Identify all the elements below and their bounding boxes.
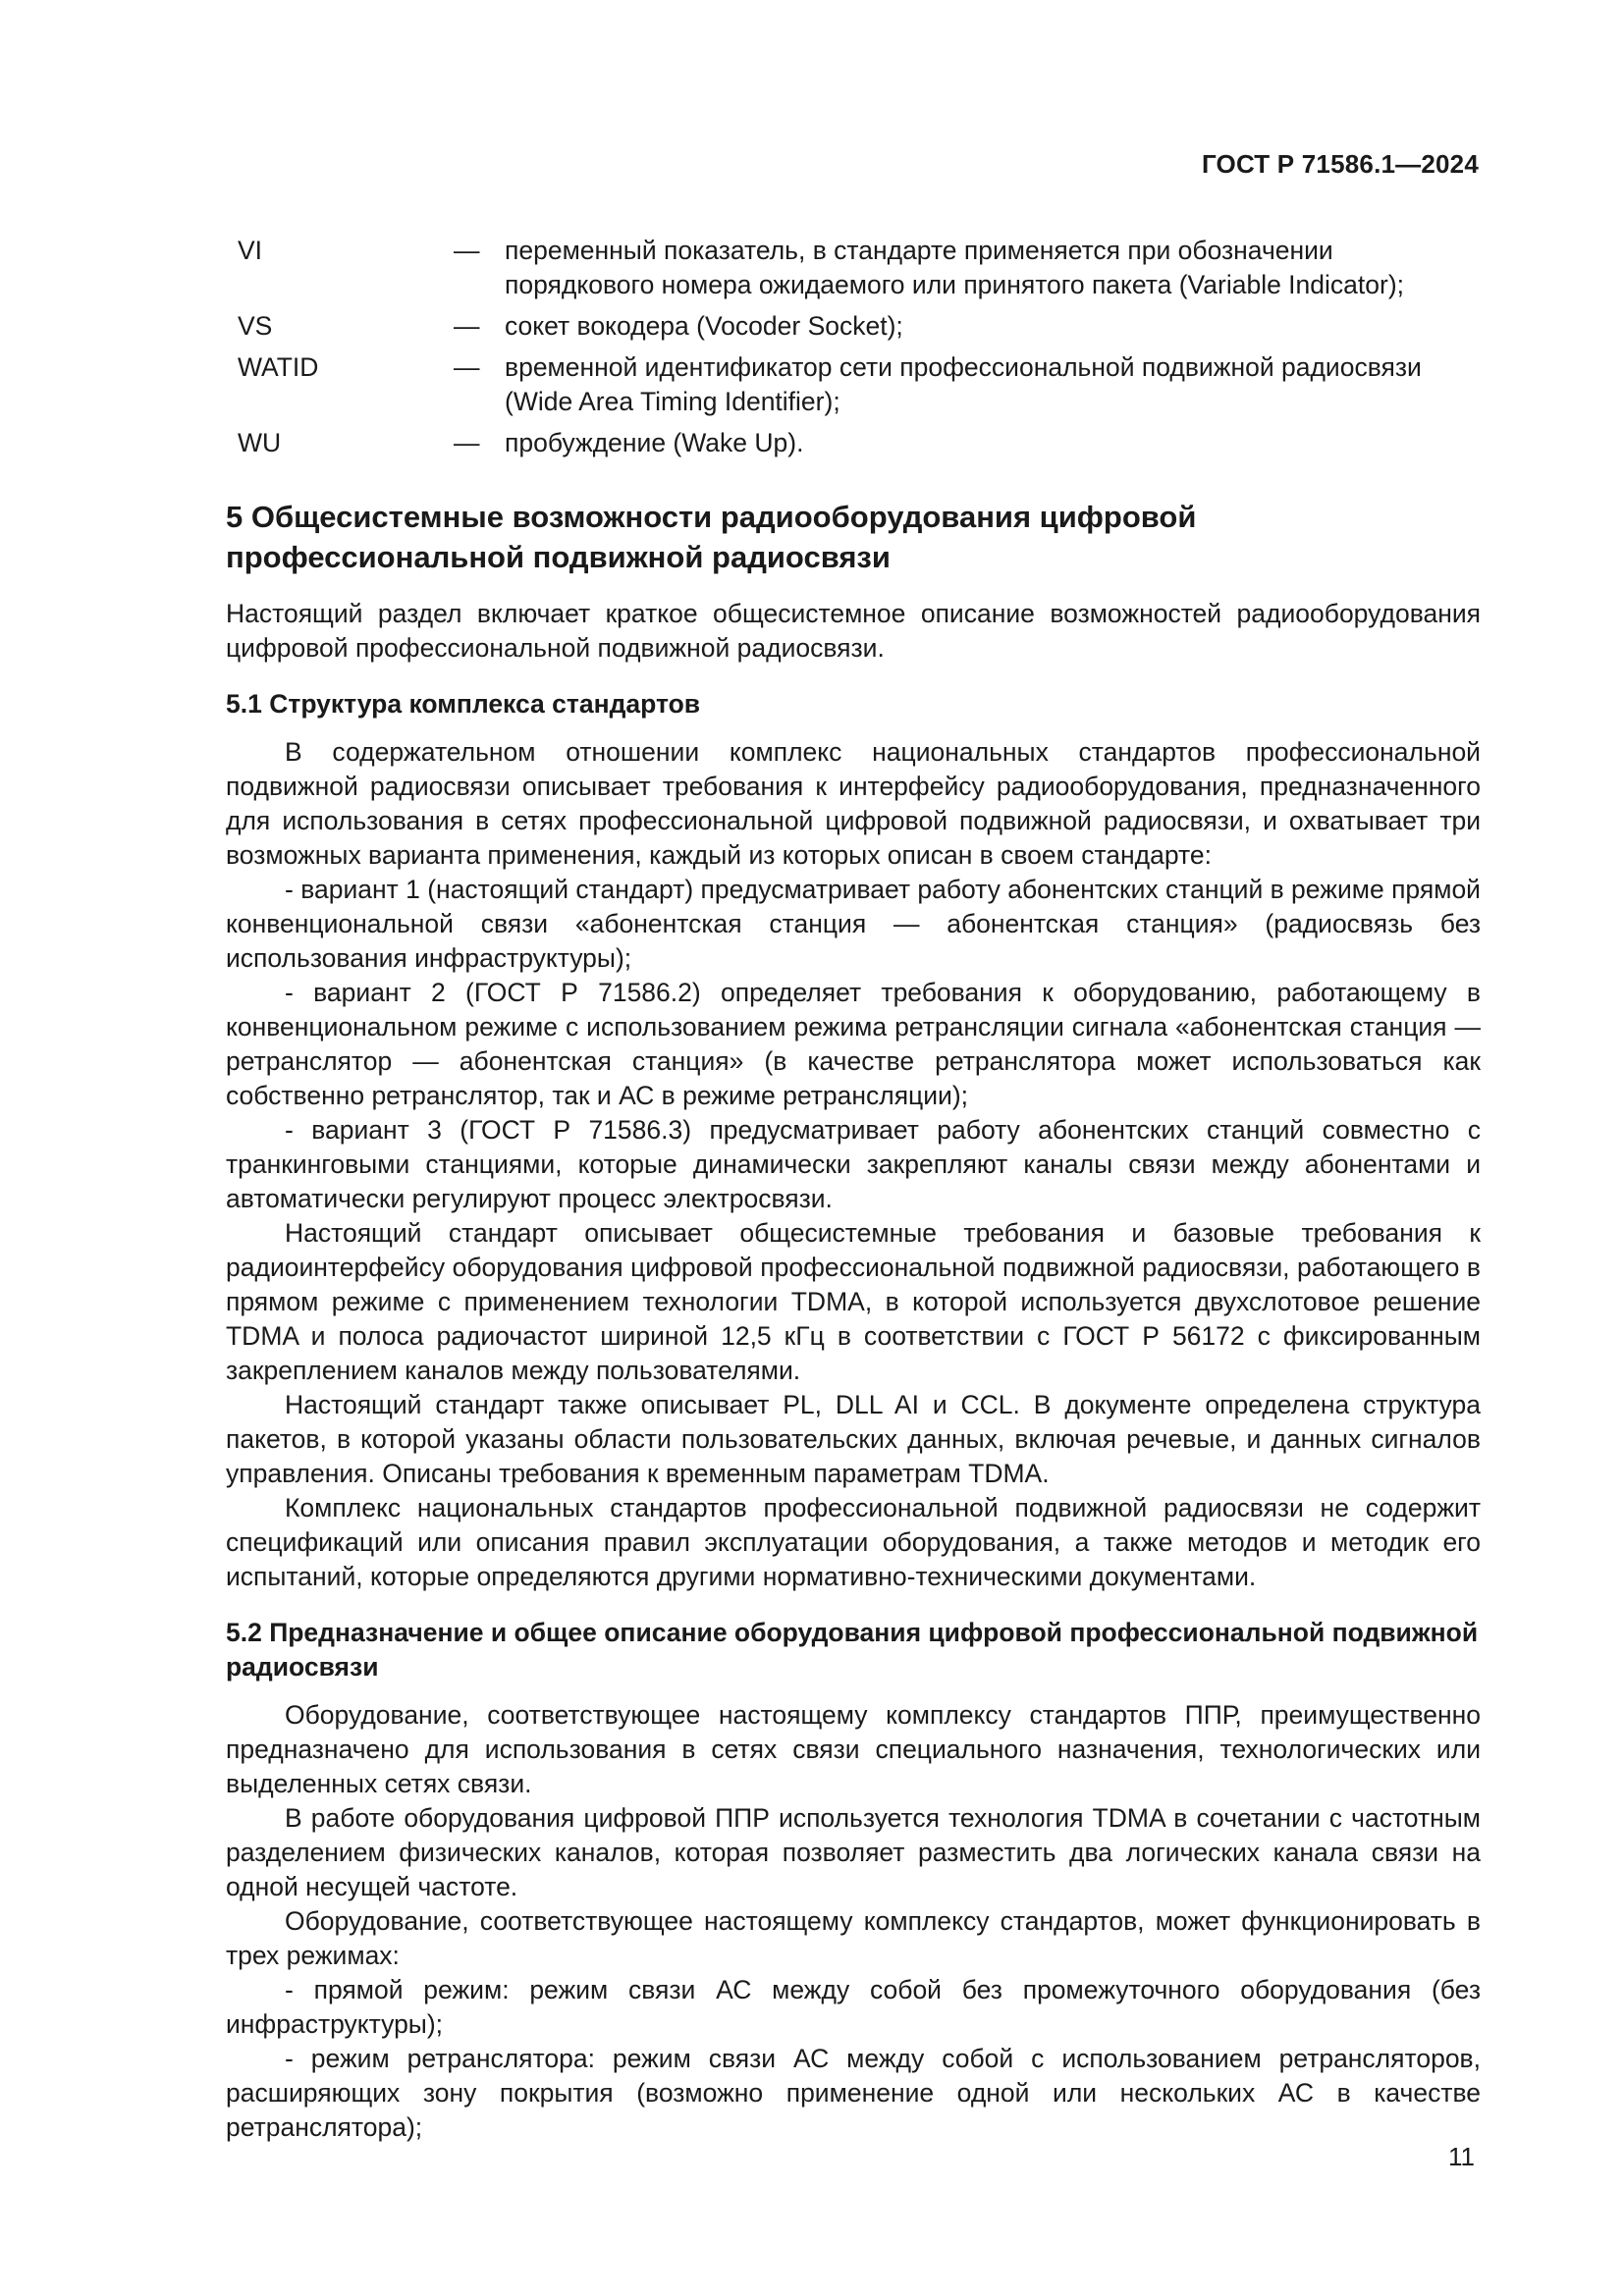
abbreviation-definition: пробуждение (Wake Up). [505, 428, 804, 457]
abbreviation-definition: переменный показатель, в стандарте применяется при обозначении порядкового номера ожидаемого или принятого пакета (Variable Indicator); [505, 236, 1405, 299]
abbreviation-term: WU [238, 428, 282, 457]
section-5-intro-text: Настоящий раздел включает краткое общесистемное описание возможностей радиооборудования цифровой профессиональной подвижной радиосвязи. [226, 599, 1481, 663]
abbreviation-term: VS [238, 311, 273, 341]
section-5-intro [226, 597, 1481, 666]
document-header: ГОСТ Р 71586.1—2024 [1201, 149, 1479, 179]
abbreviation-term: WATID [238, 352, 319, 382]
section-5-1-paragraph: В содержательном отношении комплекс национальных стандартов профессиональной подвижной радиосвязи описывает требования к интерфейсу радиооборудования, предназначенного для использования в сетях профессиональной цифровой подвижной радиосвязи, и охватывает три возможных варианта применения, каждый из которых описан в своем стандарте: [226, 737, 1481, 870]
abbreviation-dash: — [454, 428, 480, 457]
section-5-2-heading: 5.2 Предназначение и общее описание оборудования цифровой профессиональной подвижной радиосвязи [226, 1618, 1479, 1682]
section-5-2-paragraph: - прямой режим: режим связи АС между собой без промежуточного оборудования (без инфраструктуры); [226, 1975, 1481, 2039]
abbreviation-dash: — [454, 352, 480, 382]
abbreviations-list [226, 234, 1481, 467]
abbreviation-dash: — [454, 236, 480, 265]
abbreviation-dash: — [454, 311, 480, 341]
section-5-2-paragraph: В работе оборудования цифровой ППР используется технология TDMA в сочетании с частотным разделением физических каналов, которая позволяет разместить два логических канала связи на одной несущей частоте. [226, 1803, 1481, 1901]
abbreviation-row [226, 234, 1481, 309]
section-5-heading: 5 Общесистемные возможности радиооборудования цифровой профессиональной подвижной радиосвязи [226, 500, 1197, 574]
section-5-1-paragraph: Комплекс национальных стандартов профессиональной подвижной радиосвязи не содержит спецификаций или описания правил эксплуатации оборудования, а также методов и методик его испытаний, которые определяются другими нормативно-техническими документами. [226, 1493, 1481, 1591]
section-5-2-paragraph: Оборудование, соответствующее настоящему комплексу стандартов, может функционировать в трех режимах: [226, 1906, 1481, 1970]
document-body [226, 234, 1481, 2145]
abbreviation-row [226, 309, 1481, 350]
section-5-1-heading: 5.1 Структура комплекса стандартов [226, 689, 701, 719]
section-5-1-paragraph: - вариант 2 (ГОСТ Р 71586.2) определяет требования к оборудованию, работающему в конвенциональном режиме с использованием режима ретрансляции сигнала «абонентская станция — ретранслятор — абонентская станция» (в качестве ретранслятора может использоваться как собственно ретранслятор, так и АС в режиме ретрансляции); [226, 978, 1481, 1110]
section-5-1-paragraph: Настоящий стандарт описывает общесистемные требования и базовые требования к радиоинтерфейсу оборудования цифровой профессиональной подвижной радиосвязи, работающего в прямом режиме с применением технологии TDMA, в которой используется двухслотовое решение TDMA и полоса радиочастот шириной 12,5 кГц в соответствии с ГОСТ Р 56172 с фиксированным закреплением каналов между пользователями. [226, 1218, 1481, 1385]
section-5-2-paragraph: - режим ретранслятора: режим связи АС между собой с использованием ретрансляторов, расширяющих зону покрытия (возможно применение одной или нескольких АС в качестве ретранслятора); [226, 2044, 1481, 2142]
abbreviation-definition: временной идентификатор сети профессиональной подвижной радиосвязи (Wide Area Timing Identifier); [505, 352, 1422, 416]
section-5-1-paragraph: - вариант 1 (настоящий стандарт) предусматривает работу абонентских станций в режиме прямой конвенциональной связи «абонентская станция — абонентская станция» (радиосвязь без использования инфраструктуры); [226, 875, 1481, 973]
section-5-1-paragraph: - вариант 3 (ГОСТ Р 71586.3) предусматривает работу абонентских станций совместно с транкинговыми станциями, которые динамически закрепляют каналы связи между абонентами и автоматически регулируют процесс электросвязи. [226, 1115, 1481, 1213]
abbreviation-definition: сокет вокодера (Vocoder Socket); [505, 311, 903, 341]
abbreviation-term: VI [238, 236, 263, 265]
section-5-1-paragraph: Настоящий стандарт также описывает PL, DLL AI и CCL. В документе определена структура пакетов, в которой указаны области пользовательских данных, включая речевые, и данных сигналов управления. Описаны требования к временным параметрам TDMA. [226, 1390, 1481, 1488]
section-5-2-paragraph: Оборудование, соответствующее настоящему комплексу стандартов ППР, преимущественно предназначено для использования в сетях связи специального назначения, технологических или выделенных сетях связи. [226, 1700, 1481, 1798]
abbreviation-row [226, 426, 1481, 467]
page-number: 11 [1448, 2142, 1475, 2171]
abbreviation-row [226, 350, 1481, 426]
